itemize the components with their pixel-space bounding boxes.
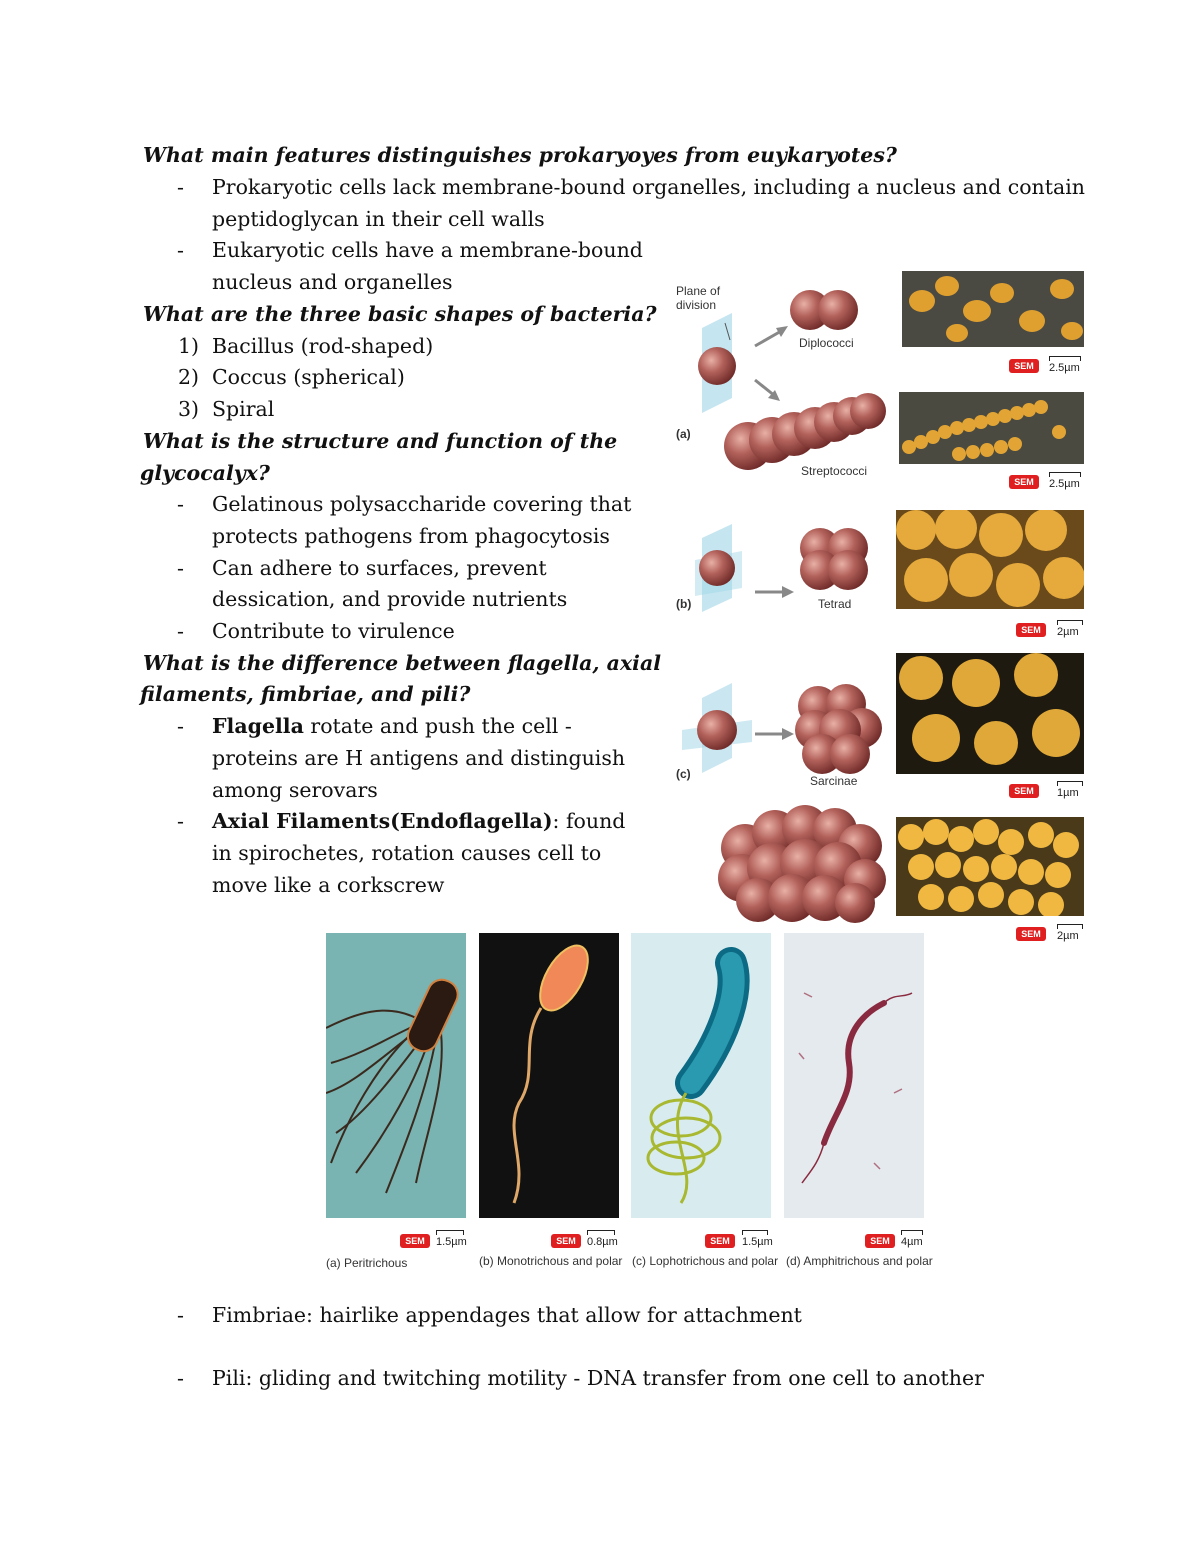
question-prokaryotes: What main features distinguishes prokaryoyes from euykaryotes? [143,143,897,167]
plane-of-division-label: Plane of division [676,284,721,312]
sarcinae-sem-image [896,653,1084,774]
scale-label: 2.5µm [1049,362,1080,374]
streptococci-label: Streptococci [801,464,868,478]
lophotrichous-sem-image [631,933,771,1218]
tetrad-label: Tetrad [818,597,852,611]
amphitrichous-sem-image [784,933,924,1218]
diplococci-sem-image [902,271,1084,347]
answer-flagella-line3: among serovars [212,778,378,802]
tetrad-sem-image [896,510,1084,609]
scale-bar [587,1230,618,1248]
peritrichous-sem-image [326,933,466,1218]
scale-bar [436,1230,467,1248]
sem-badge: SEM [1009,475,1039,489]
bullet-dash: - [177,1303,184,1327]
question-glycocalyx-line2: glycocalyx? [140,461,270,485]
caption-lophotrichous: (c) Lophotrichous and polar [632,1254,779,1268]
cocci-diagram [670,268,900,928]
scale-bar [742,1230,773,1248]
term-flagella: Flagella [212,714,304,738]
sem-badge: SEM [551,1234,581,1248]
answer-flagella-text: rotate and push the cell - [303,714,572,738]
cluster-drawing [718,805,886,923]
shape-item: Spiral [212,397,275,421]
bullet-dash: - [177,556,184,580]
answer-axial-line1 [212,806,625,838]
scale-label: 1.5µm [742,1236,773,1248]
answer-flagella-line2: proteins are H antigens and distinguish [212,746,626,770]
list-number: 3) [178,397,200,421]
cluster-sem-image [896,817,1084,916]
scale-bar [1049,356,1081,374]
sem-badge: SEM [400,1234,430,1248]
scale-label: 1.5µm [436,1236,467,1248]
answer-fimbriae: Fimbriae: hairlike appendages that allow for attachment [212,1303,802,1327]
streptococci-drawing [724,393,886,470]
answer-glycocalyx-1-line2: protects pathogens from phagocytosis [212,524,610,548]
shape-item: Bacillus (rod-shaped) [212,334,434,358]
answer-glycocalyx-2-line1: Can adhere to surfaces, prevent [212,556,547,580]
panel-a-label: (a) [676,427,691,441]
list-number: 1) [178,334,200,358]
diplococci-drawing [790,290,858,330]
answer-glycocalyx-1-line1: Gelatinous polysaccharide covering that [212,492,632,516]
scale-bar [901,1230,923,1248]
scale-label: 0.8µm [587,1236,618,1248]
sem-badge: SEM [1016,623,1046,637]
question-shapes: What are the three basic shapes of bacteria? [143,302,657,326]
scale-label: 2.5µm [1049,478,1080,490]
streptococci-sem-image [899,392,1084,464]
scale-label: 4µm [901,1236,923,1248]
scale-bar [1057,781,1083,799]
bullet-dash: - [177,714,184,738]
answer-axial-line2: in spirochetes, rotation causes cell to [212,841,602,865]
division-plane-b [695,524,742,612]
sem-badge: SEM [1016,927,1046,941]
tetrad-drawing [800,528,868,590]
bullet-dash: - [177,238,184,262]
sarcinae-label: Sarcinae [810,774,858,788]
question-appendages-line1: What is the difference between flagella, axial [143,651,662,675]
question-appendages-line2: filaments, fimbriae, and pili? [140,682,471,706]
monotrichous-sem-image [479,933,619,1218]
sem-badge: SEM [705,1234,735,1248]
answer-axial-line3: move like a corkscrew [212,873,445,897]
answer-glycocalyx-3: Contribute to virulence [212,619,455,643]
bullet-dash: - [177,809,184,833]
bullet-dash: - [177,619,184,643]
sem-badge: SEM [1009,784,1039,798]
scale-label: 2µm [1057,626,1079,638]
diplococci-label: Diplococci [799,336,854,350]
list-number: 2) [178,365,200,389]
shape-item: Coccus (spherical) [212,365,405,389]
bullet-dash: - [177,175,184,199]
scale-label: 2µm [1057,930,1079,942]
panel-c-label: (c) [676,767,691,781]
answer-eukaryotic-line1: Eukaryotic cells have a membrane-bound [212,238,643,262]
answer-prokaryotic-line1: Prokaryotic cells lack membrane-bound organelles, including a nucleus and contain [212,175,1085,199]
sem-badge: SEM [1009,359,1039,373]
bullet-dash: - [177,492,184,516]
caption-amphitrichous: (d) Amphitrichous and polar [786,1254,933,1268]
bullet-dash: - [177,1366,184,1390]
answer-eukaryotic-line2: nucleus and organelles [212,270,453,294]
answer-glycocalyx-2-line2: dessication, and provide nutrients [212,587,568,611]
scale-bar [1049,472,1081,490]
answer-axial-text: : found [552,809,626,833]
answer-pili: Pili: gliding and twitching motility - DNA transfer from one cell to another [212,1366,984,1390]
division-plane-c [682,683,752,773]
question-glycocalyx-line1: What is the structure and function of the [143,429,618,453]
scale-bar [1057,924,1083,942]
scale-bar [1057,620,1083,638]
caption-peritrichous: (a) Peritrichous [326,1256,408,1270]
caption-monotrichous: (b) Monotrichous and polar [479,1254,623,1268]
answer-prokaryotic-line2: peptidoglycan in their cell walls [212,207,545,231]
scale-label: 1µm [1057,787,1079,799]
division-plane-a [698,313,736,413]
answer-flagella-line1 [212,711,572,743]
sem-badge: SEM [865,1234,895,1248]
panel-b-label: (b) [676,597,692,611]
sarcinae-drawing [795,684,882,774]
term-axial-filaments: Axial Filaments(Endoflagella) [212,809,553,833]
